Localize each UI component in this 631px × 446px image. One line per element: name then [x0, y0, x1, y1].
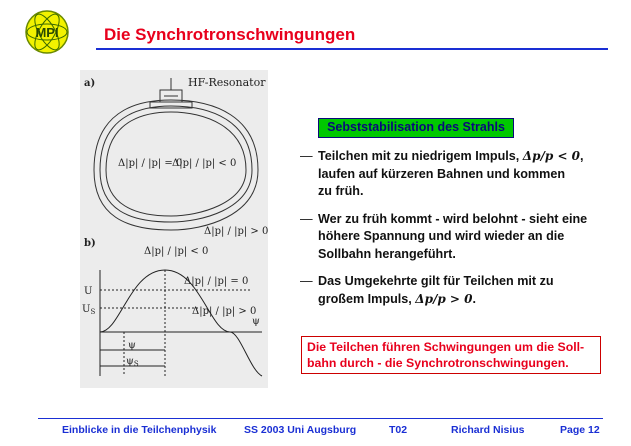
axis-psi: ψ — [252, 316, 260, 327]
resonator-label: HF-Resonator — [188, 76, 266, 89]
axis-U: U — [84, 286, 93, 297]
resonator-icon — [150, 78, 192, 108]
bullet-text: Teilchen mit zu niedrigem Impuls, — [318, 149, 523, 163]
summary-line: bahn durch - die Synchrotronschwingungen. — [307, 356, 569, 370]
summary-line: Die Teilchen führen Schwingungen um die Soll- — [307, 340, 585, 354]
orbit-label-less: Δ|p| / |p| < 0 — [172, 158, 237, 169]
panel-b-label: b) — [84, 238, 96, 249]
bullet-dash: — — [300, 274, 313, 288]
bullet-text: Das Umgekehrte gilt für Teilchen mit zu — [318, 274, 554, 288]
plot-label-equal: Δ|p| / |p| = 0 — [184, 276, 249, 287]
bullet-item — [300, 273, 610, 308]
mpi-logo-graphic — [24, 9, 70, 55]
footer-course: Einblicke in die Teilchenphysik — [62, 424, 217, 436]
footer-term: SS 2003 Uni Augsburg — [244, 424, 357, 436]
footer-page: Page 12 — [560, 424, 600, 436]
orbit-label-greater: Δ|p| / |p| > 0 — [204, 226, 268, 237]
plot-label-less: Δ|p| / |p| < 0 — [144, 246, 209, 257]
logo-text: MPI — [35, 25, 59, 40]
bullet-text: zu früh. — [318, 184, 364, 198]
bullet-text: Wer zu früh kommt - wird belohnt - sieht eine — [318, 211, 588, 226]
summary-box — [301, 336, 601, 374]
bullet-text: . — [472, 291, 476, 306]
bullet-math: Δp/p < 0 — [522, 149, 581, 163]
bullet-item — [300, 211, 610, 264]
page-title: Die Synchrotronschwingungen — [104, 25, 356, 44]
bullet-list — [300, 148, 610, 318]
plot-label-greater: Δ|p| / |p| > 0 — [192, 306, 257, 317]
bullet-text: , — [580, 149, 584, 163]
bullet-text: großem Impuls, — [318, 291, 416, 306]
footer-rule — [38, 418, 603, 419]
panel-a-label: a) — [84, 78, 96, 89]
bullet-text: laufen auf kürzeren Bahnen und kommen — [318, 166, 566, 181]
figure-drawing — [80, 70, 268, 388]
bullet-math: Δp/p > 0 — [415, 291, 473, 306]
title-rule — [96, 48, 608, 50]
psi-mark: ψ — [128, 340, 136, 351]
bullet-text: Sollbahn herangeführt. — [318, 246, 456, 261]
bullet-dash: — — [300, 211, 313, 226]
synchrotron-figure — [80, 70, 268, 388]
bullet-text: höhere Spannung und wird wieder an die — [318, 229, 565, 243]
bullet-dash: — — [300, 149, 313, 163]
stabilisation-heading: Sebststabilisation des Strahls — [318, 118, 514, 138]
footer-author: Richard Nisius — [451, 424, 525, 436]
footer-code: T02 — [389, 424, 408, 436]
axis-Us: $U_S$ — [82, 304, 96, 316]
orbit-label-equal: Δ|p| / |p| = 0 — [118, 158, 183, 169]
mpi-logo — [24, 9, 70, 55]
bullet-item — [300, 148, 610, 201]
psi-s-mark: $\psi_S$ — [126, 356, 139, 368]
